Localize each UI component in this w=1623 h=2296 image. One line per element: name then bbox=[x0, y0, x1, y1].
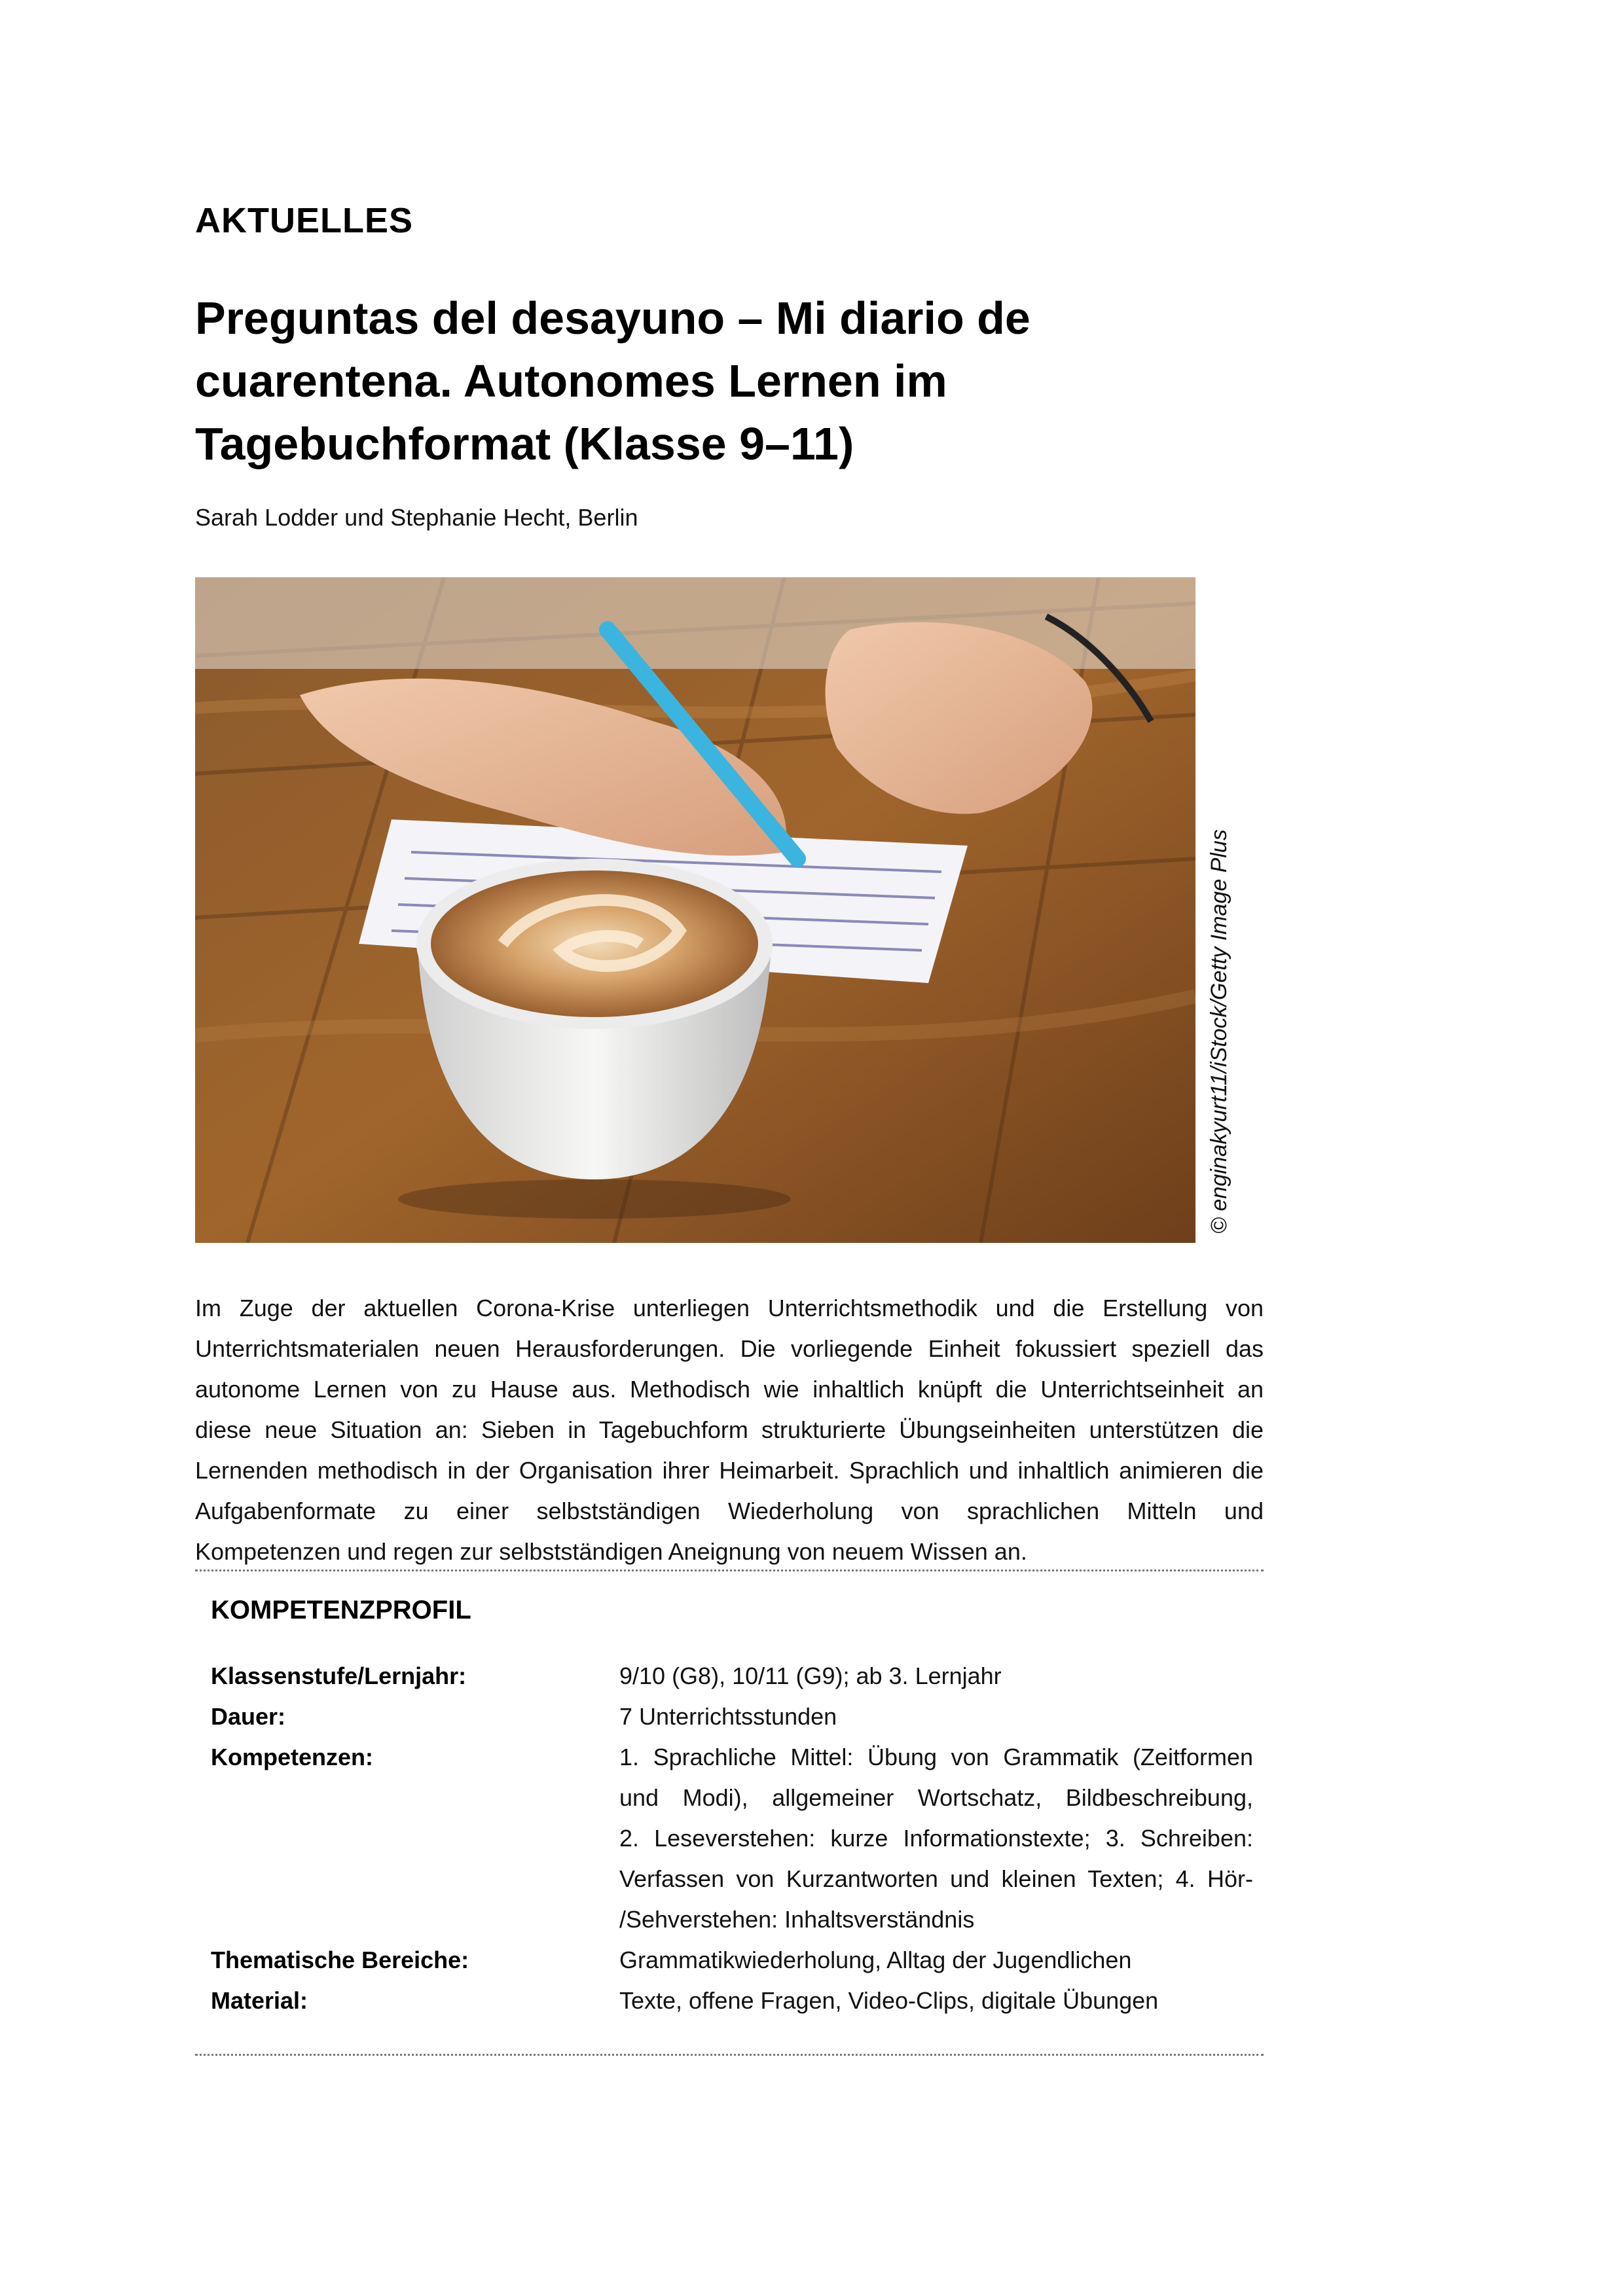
title-line: cuarentena. Autonomes Lernen im bbox=[195, 355, 947, 406]
kp-value-line: Grammatikwiederholung, Alltag der Jugendlichen bbox=[619, 1946, 1132, 1973]
kp-label: Thematische Bereiche: bbox=[211, 1946, 469, 1973]
divider-bottom bbox=[195, 2054, 1264, 2056]
title-line: Preguntas del desayuno – Mi diario de bbox=[195, 293, 1030, 344]
image-credit: © enginakyurt11/iStock/Getty Image Plus bbox=[1207, 829, 1231, 1234]
kp-value-line: 9/10 (G8), 10/11 (G9); ab 3. Lernjahr bbox=[619, 1662, 1002, 1689]
intro-line: autonome Lernen von zu Hause aus. Methodisch wie inhaltlich knüpft die Unterrichtseinheit an bbox=[195, 1376, 1264, 1403]
kp-value bbox=[619, 1737, 1253, 1940]
kp-label: Kompetenzen: bbox=[211, 1744, 374, 1770]
title-line: Tagebuchformat (Klasse 9–11) bbox=[195, 418, 854, 469]
intro-line: Kompetenzen und regen zur selbstständigen Aneignung von neuem Wissen an. bbox=[195, 1538, 1027, 1565]
kp-label: Material: bbox=[211, 1987, 308, 2014]
section-label: AKTUELLES bbox=[195, 201, 413, 240]
kp-value bbox=[619, 1696, 1253, 1737]
kp-value-line: /Sehverstehen: Inhaltsverständnis bbox=[619, 1906, 975, 1933]
intro-line: Unterrichtsmaterialen neuen Herausforderungen. Die vorliegende Einheit fokussiert speziell das bbox=[195, 1335, 1264, 1362]
kp-label: Klassenstufe/Lernjahr: bbox=[211, 1662, 467, 1689]
kp-value-line: Verfassen von Kurzantworten und kleinen Texten; 4. Hör- bbox=[619, 1865, 1253, 1892]
intro-paragraph bbox=[195, 1288, 1264, 1572]
document-title bbox=[195, 287, 1308, 475]
intro-line: diese neue Situation an: Sieben in Tagebuchform strukturierte Übungseinheiten unterstützen die bbox=[195, 1416, 1264, 1443]
kp-value-line: und Modi), allgemeiner Wortschatz, Bildbeschreibung, bbox=[619, 1784, 1253, 1811]
intro-line: Aufgabenformate zu einer selbstständigen Wiederholung von sprachlichen Mitteln und bbox=[195, 1498, 1264, 1524]
kp-label: Dauer: bbox=[211, 1703, 286, 1730]
divider-top bbox=[195, 1570, 1264, 1571]
kp-value bbox=[619, 1656, 1253, 1696]
intro-line: Im Zuge der aktuellen Corona-Krise unterliegen Unterrichtsmethodik und die Erstellung von bbox=[195, 1295, 1264, 1321]
kp-value-line: Texte, offene Fragen, Video-Clips, digitale Übungen bbox=[619, 1987, 1159, 2014]
kp-value-line: 7 Unterrichtsstunden bbox=[619, 1703, 837, 1730]
photo-coffee-notebook-icon bbox=[195, 577, 1195, 1243]
kp-value-line: 2. Leseverstehen: kurze Informationstexte; 3. Schreiben: bbox=[619, 1825, 1253, 1852]
intro-line: Lernenden methodisch in der Organisation ihrer Heimarbeit. Sprachlich und inhaltlich animieren die bbox=[195, 1457, 1264, 1484]
kp-value bbox=[619, 1940, 1253, 1981]
kompetenzprofil-heading: KOMPETENZPROFIL bbox=[211, 1596, 471, 1624]
authors: Sarah Lodder und Stephanie Hecht, Berlin bbox=[195, 504, 638, 531]
kp-value-line: 1. Sprachliche Mittel: Übung von Grammatik (Zeitformen bbox=[619, 1744, 1253, 1770]
kp-value bbox=[619, 1981, 1253, 2021]
